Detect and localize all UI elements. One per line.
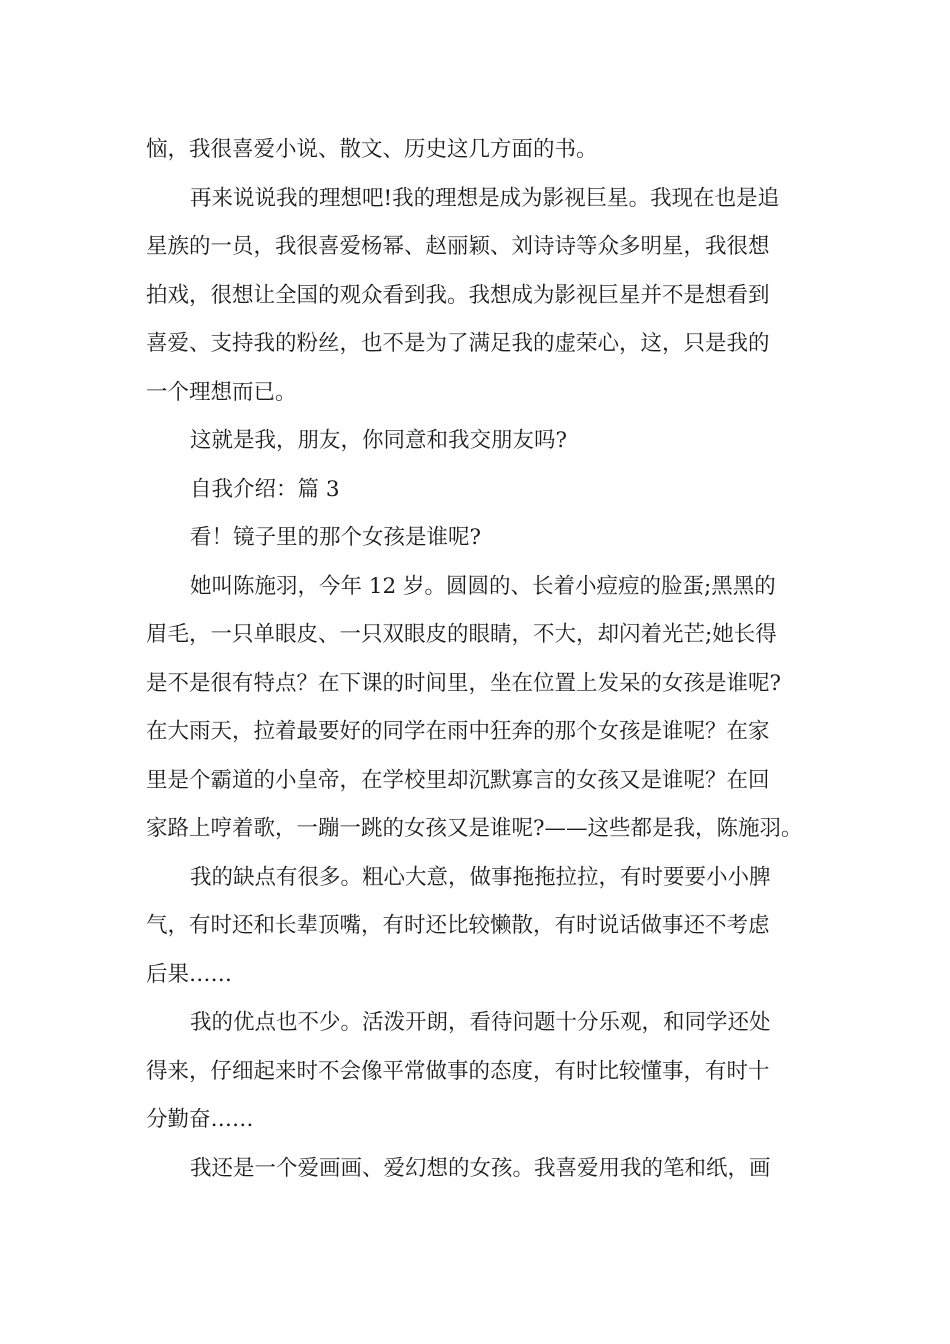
paragraph — [146, 1145, 810, 1194]
text-line: 是不是很有特点？在下课的时间里，坐在位置上发呆的女孩是谁呢? — [146, 670, 782, 696]
paragraph — [146, 466, 810, 515]
text-line: 气，有时还和长辈顶嘴，有时还比较懒散，有时说话做事还不考虑 — [146, 913, 770, 938]
text-line: 我还是一个爱画画、爱幻想的女孩。我喜爱用我的笔和纸，画 — [190, 1155, 771, 1181]
text-line: 我的优点也不少。活泼开朗，看待问题十分乐观，和同学还处 — [190, 1010, 771, 1035]
text-line: 得来，仔细起来时不会像平常做事的态度，有时比较懂事，有时十 — [146, 1058, 770, 1084]
paragraph — [146, 854, 810, 1000]
paragraph — [146, 126, 810, 175]
text-line: 自我介绍：篇 3 — [190, 476, 340, 502]
text-line: 这就是我，朋友，你同意和我交朋友吗? — [190, 428, 568, 453]
text-line: 里是个霸道的小皇帝，在学校里却沉默寡言的女孩又是谁呢？在回 — [146, 767, 770, 793]
text-line: 拍戏，很想让全国的观众看到我。我想成为影视巨星并不是想看到 — [146, 282, 770, 308]
text-line: 一个理想而已。 — [146, 379, 297, 405]
text-line: 我的缺点有很多。粗心大意，做事拖拖拉拉，有时要要小小脾 — [190, 864, 771, 890]
text-line: 看！镜子里的那个女孩是谁呢? — [190, 525, 482, 550]
text-line: 家路上哼着歌，一蹦一跳的女孩又是谁呢?——这些都是我，陈施羽。 — [146, 816, 803, 841]
text-line: 星族的一员，我很喜爱杨幂、赵丽颖、刘诗诗等众多明星，我很想 — [146, 234, 770, 259]
document-body — [146, 126, 810, 1193]
text-line: 分勤奋…… — [146, 1107, 254, 1132]
text-line: 后果…… — [146, 961, 233, 987]
paragraph — [146, 175, 810, 418]
paragraph — [146, 563, 810, 854]
paragraph — [146, 417, 810, 466]
text-line: 眉毛，一只单眼皮、一只双眼皮的眼睛，不大，却闪着光芒;她长得 — [146, 622, 777, 647]
text-line: 在大雨天，拉着最要好的同学在雨中狂奔的那个女孩是谁呢？在家 — [146, 719, 770, 744]
text-line: 恼，我很喜爱小说、散文、历史这几方面的书。 — [146, 137, 598, 162]
paragraph — [146, 999, 810, 1145]
text-line: 她叫陈施羽，今年 12 岁。圆圆的、长着小痘痘的脸蛋;黑黑的 — [190, 573, 776, 599]
text-line: 再来说说我的理想吧!我的理想是成为影视巨星。我现在也是追 — [190, 185, 780, 211]
text-line: 喜爱、支持我的粉丝，也不是为了满足我的虚荣心，这，只是我的 — [146, 331, 770, 356]
paragraph — [146, 514, 810, 563]
